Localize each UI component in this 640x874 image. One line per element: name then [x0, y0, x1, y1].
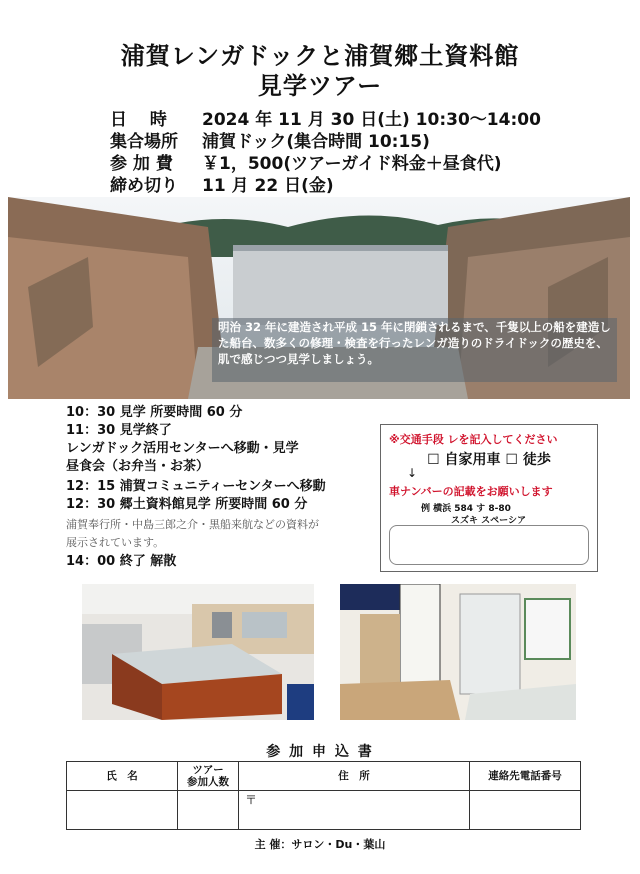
title-line-1: 浦賀レンガドックと浦賀郷土資料館: [120, 42, 520, 70]
phone-field[interactable]: [470, 791, 581, 830]
application-form: [66, 761, 581, 830]
postal-mark: 〒: [245, 793, 258, 807]
plate-example: 例 横浜 584 す 8-80: [421, 504, 511, 514]
down-arrow-icon: ↓: [407, 466, 418, 480]
schedule-item: 昼食会（お弁当・お茶）: [66, 459, 210, 474]
schedule-item: 11：30 見学終了: [66, 423, 172, 438]
col-address: 住 所: [239, 762, 470, 791]
plate-request: 車ナンバーの記載をお願いします: [389, 485, 553, 498]
info-row-deadline: [110, 175, 334, 197]
col-phone: 連絡先電話番号: [470, 762, 581, 791]
museum-exhibit-photo: [82, 584, 314, 720]
plate-example-car: スズキ スペーシア: [451, 516, 526, 526]
info-value: 浦賀ドック(集合時間 10:15): [202, 132, 430, 152]
col-count: ツアー 参加人数: [178, 762, 239, 791]
schedule-item: 12：15 浦賀コミュニティーセンターへ移動: [66, 479, 326, 494]
info-row-date: [110, 109, 541, 131]
sponsor: 主 催：サロン・Du・葉山: [254, 838, 386, 851]
title-line-2: 見学ツアー: [257, 72, 383, 100]
info-label: 参 加 費: [110, 154, 173, 174]
info-label: 集合場所: [110, 132, 178, 152]
schedule-item: 12：30 郷土資料館見学 所要時間 60 分: [66, 497, 308, 512]
info-row-fee: [110, 153, 502, 175]
hero-caption: 明治 32 年に建造され平成 15 年に閉鎖されるまで、千隻以上の船を建造した船台、数多くの修理・検査を行ったレンガ造りのドライドックの歴史を、肌で感じつつ見学しましょう。: [212, 318, 617, 382]
schedule-item: 10：30 見学 所要時間 60 分: [66, 405, 243, 420]
info-row-place: [110, 131, 430, 153]
col-name: 氏 名: [67, 762, 178, 791]
info-label: 日 時: [110, 110, 167, 130]
info-value: 2024 年 11 月 30 日(土) 10:30～14:00: [202, 110, 541, 130]
transport-heading: ※交通手段 レを記入してください: [389, 433, 558, 446]
museum-hallway-photo: [340, 584, 576, 720]
schedule-note: 浦賀奉行所・中島三郎之介・黒船来航などの資料が: [66, 518, 319, 531]
name-field[interactable]: [67, 791, 178, 830]
count-field[interactable]: [178, 791, 239, 830]
info-value: 11 月 22 日(金): [202, 176, 334, 196]
transport-options[interactable]: ☐ 自家用車 ☐ 徒歩: [427, 452, 551, 468]
transport-box: [380, 424, 598, 572]
info-value: ￥1，500(ツアーガイド料金＋昼食代): [202, 154, 502, 174]
schedule-note: 展示されています。: [66, 536, 165, 549]
application-form-title: 参 加 申 込 書: [266, 744, 374, 760]
plate-number-field[interactable]: [389, 525, 589, 565]
schedule-item: レンガドック活用センターへ移動・見学: [66, 441, 299, 456]
info-label: 締め切り: [110, 176, 178, 196]
address-field[interactable]: [239, 791, 470, 830]
schedule-end: 14：00 終了 解散: [66, 554, 177, 569]
